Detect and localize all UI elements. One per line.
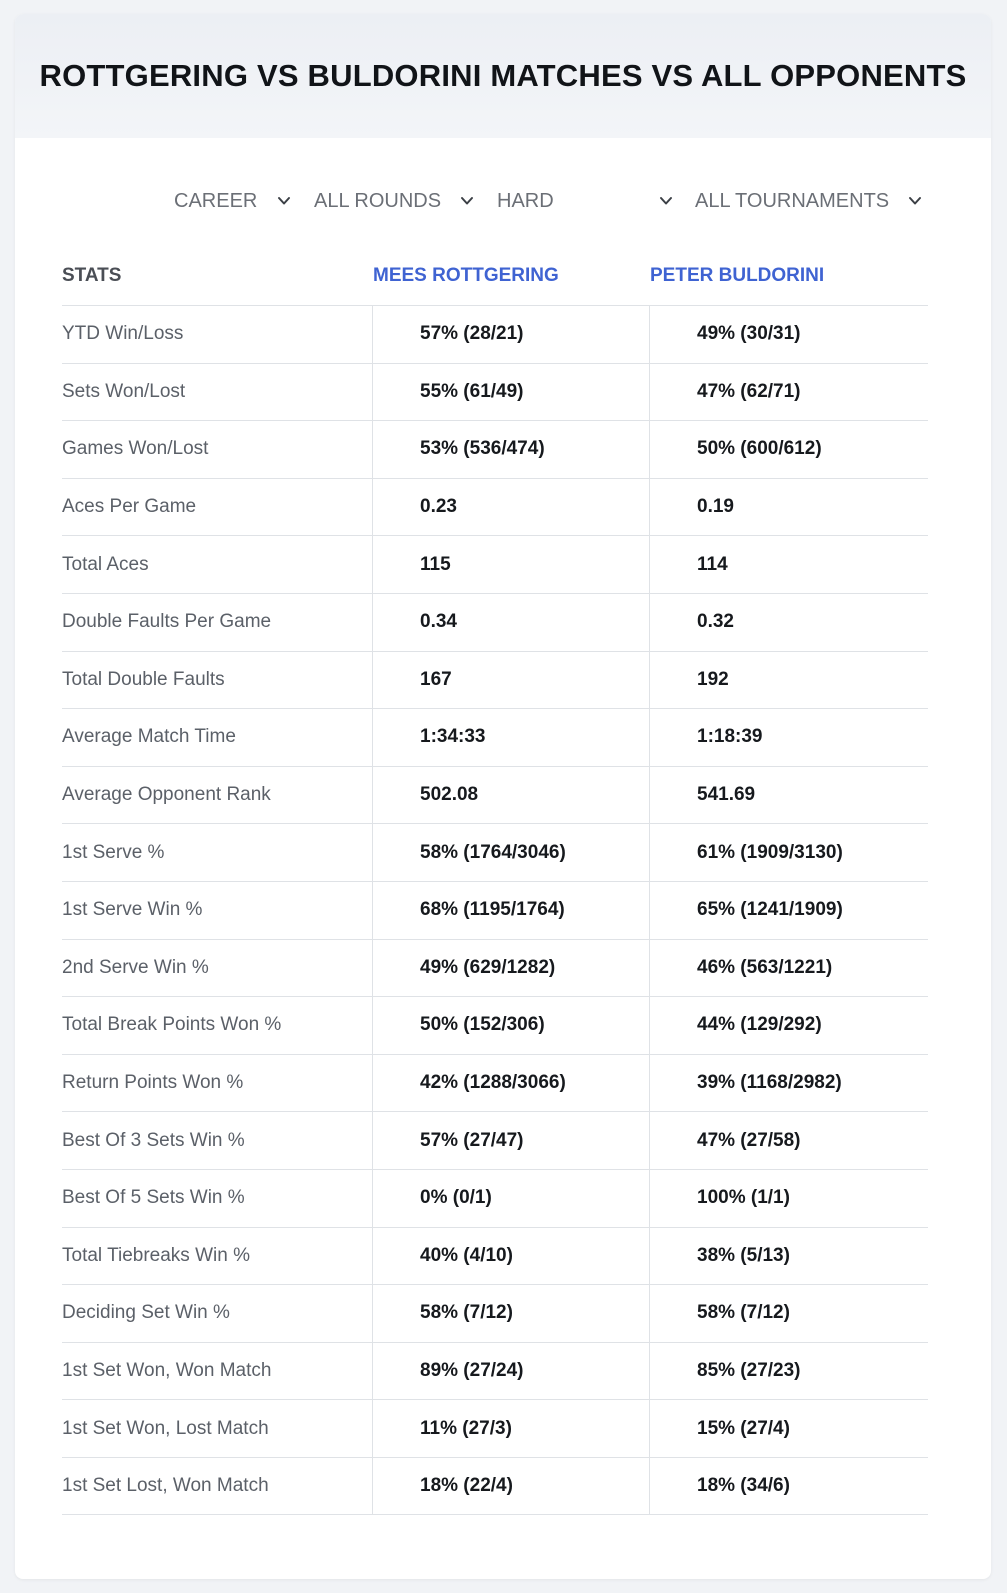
player1-value: 502.08 xyxy=(373,767,650,824)
table-row xyxy=(62,824,928,882)
table-row xyxy=(62,882,928,940)
player2-value: 15% (27/4) xyxy=(697,1417,790,1439)
chevron-down-icon xyxy=(658,193,674,209)
filter-career[interactable] xyxy=(174,184,294,218)
table-row xyxy=(62,306,928,364)
filter-label: ALL ROUNDS xyxy=(314,189,442,212)
player2-value: 100% (1/1) xyxy=(697,1187,790,1209)
filter-label: CAREER xyxy=(174,189,258,212)
stat-label: Best Of 5 Sets Win % xyxy=(62,1170,373,1227)
player1-value: 58% (7/12) xyxy=(373,1285,650,1342)
table-row xyxy=(62,1458,928,1516)
player2-value: 541.69 xyxy=(697,784,756,806)
stat-label: Average Opponent Rank xyxy=(62,767,373,824)
player1-value: 57% (27/47) xyxy=(373,1112,650,1169)
column-header-player1[interactable]: MEES ROTTGERING xyxy=(373,264,559,286)
table-row xyxy=(62,997,928,1055)
player1-value: 57% (28/21) xyxy=(373,306,650,363)
player2-value: 0.19 xyxy=(697,496,734,518)
stat-label: 1st Set Won, Lost Match xyxy=(62,1400,373,1457)
player2-value: 47% (27/58) xyxy=(697,1129,801,1151)
stat-label: Total Aces xyxy=(62,536,373,593)
table-row xyxy=(62,421,928,479)
stat-label: Double Faults Per Game xyxy=(62,594,373,651)
player1-value: 0.34 xyxy=(373,594,650,651)
stat-label: 1st Set Lost, Won Match xyxy=(62,1458,373,1515)
stats-card xyxy=(15,14,991,1579)
table-row xyxy=(62,479,928,537)
filter-bar xyxy=(15,184,991,218)
player2-value: 18% (34/6) xyxy=(697,1475,790,1497)
stat-label: Return Points Won % xyxy=(62,1055,373,1112)
chevron-down-icon xyxy=(276,193,292,209)
stat-label: Average Match Time xyxy=(62,709,373,766)
stat-label: Aces Per Game xyxy=(62,479,373,536)
player1-value: 58% (1764/3046) xyxy=(373,824,650,881)
table-row xyxy=(62,1170,928,1228)
column-header-player2[interactable]: PETER BULDORINI xyxy=(650,264,825,286)
player2-value: 61% (1909/3130) xyxy=(697,841,843,863)
table-row xyxy=(62,1055,928,1113)
player2-value: 1:18:39 xyxy=(697,726,763,748)
filter-surface[interactable] xyxy=(497,184,673,218)
table-row xyxy=(62,1343,928,1401)
filter-tournaments[interactable] xyxy=(695,184,925,218)
stat-label: 1st Set Won, Won Match xyxy=(62,1343,373,1400)
table-header xyxy=(62,246,928,306)
player2-value: 50% (600/612) xyxy=(697,438,822,460)
table-row xyxy=(62,1285,928,1343)
player2-value: 192 xyxy=(697,668,729,690)
player1-value: 50% (152/306) xyxy=(373,997,650,1054)
table-row xyxy=(62,594,928,652)
table-row xyxy=(62,1112,928,1170)
chevron-down-icon xyxy=(907,193,923,209)
table-body xyxy=(62,306,928,1515)
player1-value: 1:34:33 xyxy=(373,709,650,766)
player1-value: 40% (4/10) xyxy=(373,1228,650,1285)
table-row xyxy=(62,364,928,422)
chevron-down-icon xyxy=(459,193,475,209)
column-header-stats: STATS xyxy=(62,264,122,286)
filter-rounds[interactable] xyxy=(314,184,476,218)
player2-value: 0.32 xyxy=(697,611,734,633)
table-row xyxy=(62,1228,928,1286)
table-row xyxy=(62,709,928,767)
player2-value: 114 xyxy=(697,553,728,575)
stat-label: 1st Serve % xyxy=(62,824,373,881)
stat-label: Total Break Points Won % xyxy=(62,997,373,1054)
player1-value: 42% (1288/3066) xyxy=(373,1055,650,1112)
player1-value: 49% (629/1282) xyxy=(373,940,650,997)
player2-value: 65% (1241/1909) xyxy=(697,899,843,921)
stat-label: Sets Won/Lost xyxy=(62,364,373,421)
player1-value: 167 xyxy=(373,652,650,709)
player2-value: 46% (563/1221) xyxy=(697,956,833,978)
player2-value: 38% (5/13) xyxy=(697,1244,790,1266)
filter-label: HARD xyxy=(497,189,554,212)
player2-value: 58% (7/12) xyxy=(697,1302,790,1324)
page-title: ROTTGERING VS BULDORINI MATCHES VS ALL OPPONENTS xyxy=(39,58,967,93)
stat-label: 2nd Serve Win % xyxy=(62,940,373,997)
player1-value: 11% (27/3) xyxy=(373,1400,650,1457)
player2-value: 49% (30/31) xyxy=(697,323,801,345)
stat-label: Best Of 3 Sets Win % xyxy=(62,1112,373,1169)
table-row xyxy=(62,940,928,998)
card-header xyxy=(15,14,991,138)
stat-label: Games Won/Lost xyxy=(62,421,373,478)
player2-value: 47% (62/71) xyxy=(697,380,801,402)
player1-value: 18% (22/4) xyxy=(373,1458,650,1515)
player2-value: 44% (129/292) xyxy=(697,1014,822,1036)
player1-value: 68% (1195/1764) xyxy=(373,882,650,939)
table-row xyxy=(62,767,928,825)
stat-label: 1st Serve Win % xyxy=(62,882,373,939)
player2-value: 85% (27/23) xyxy=(697,1359,801,1381)
stat-label: Total Double Faults xyxy=(62,652,373,709)
stat-label: Deciding Set Win % xyxy=(62,1285,373,1342)
table-row xyxy=(62,536,928,594)
player1-value: 55% (61/49) xyxy=(373,364,650,421)
table-row xyxy=(62,652,928,710)
player1-value: 115 xyxy=(373,536,650,593)
table-row xyxy=(62,1400,928,1458)
stats-table xyxy=(62,246,928,1515)
filter-label: ALL TOURNAMENTS xyxy=(695,189,890,212)
player1-value: 53% (536/474) xyxy=(373,421,650,478)
player2-value: 39% (1168/2982) xyxy=(697,1072,842,1094)
player1-value: 0.23 xyxy=(373,479,650,536)
stat-label: Total Tiebreaks Win % xyxy=(62,1228,373,1285)
stat-label: YTD Win/Loss xyxy=(62,306,373,363)
player1-value: 89% (27/24) xyxy=(373,1343,650,1400)
player1-value: 0% (0/1) xyxy=(373,1170,650,1227)
